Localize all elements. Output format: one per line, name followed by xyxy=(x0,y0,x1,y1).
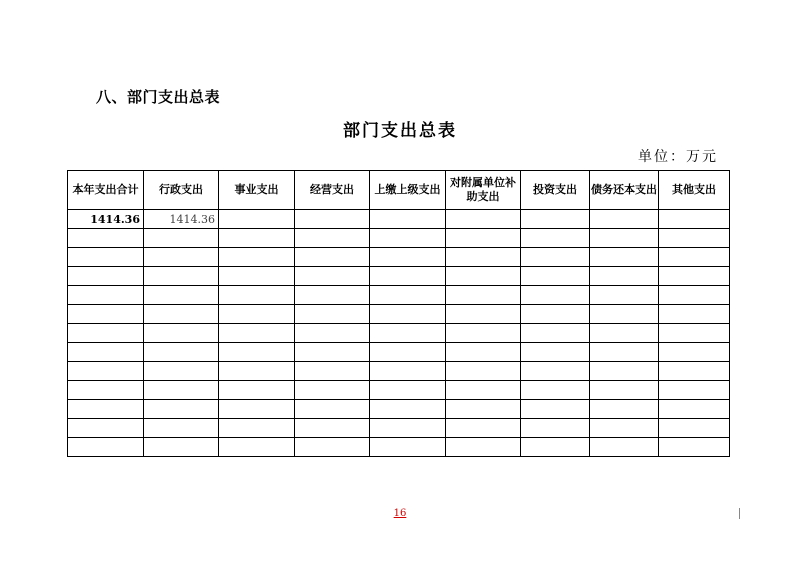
table-cell xyxy=(659,343,730,362)
table-cell xyxy=(295,267,370,286)
table-cell xyxy=(521,248,590,267)
table-cell xyxy=(659,267,730,286)
col-header-administrative: 行政支出 xyxy=(144,171,219,210)
table-cell xyxy=(446,267,521,286)
table-cell xyxy=(521,381,590,400)
table-cell xyxy=(521,324,590,343)
table-cell xyxy=(590,381,659,400)
table-cell xyxy=(659,438,730,457)
table-cell xyxy=(295,248,370,267)
col-header-other: 其他支出 xyxy=(659,171,730,210)
table-cell xyxy=(219,438,295,457)
table-cell xyxy=(295,419,370,438)
table-row xyxy=(68,267,730,286)
table-row xyxy=(68,229,730,248)
table-cell xyxy=(659,286,730,305)
table-header-row xyxy=(68,171,730,210)
table-cell xyxy=(68,305,144,324)
table-cell xyxy=(370,419,446,438)
table-cell xyxy=(370,438,446,457)
table-cell xyxy=(446,324,521,343)
table-row xyxy=(68,248,730,267)
table-cell xyxy=(219,267,295,286)
table-cell xyxy=(659,400,730,419)
table-cell: 1414.36 xyxy=(68,210,144,229)
table-cell xyxy=(68,362,144,381)
table-cell xyxy=(295,438,370,457)
table-cell xyxy=(521,419,590,438)
table-cell xyxy=(659,419,730,438)
table-cell xyxy=(590,362,659,381)
table-cell xyxy=(370,210,446,229)
table-cell xyxy=(68,324,144,343)
col-header-remittance-to-superior: 上缴上级支出 xyxy=(370,171,446,210)
table-cell xyxy=(295,210,370,229)
table-cell: 1414.36 xyxy=(144,210,219,229)
table-row xyxy=(68,324,730,343)
table-row xyxy=(68,305,730,324)
section-heading: 八、部门支出总表 xyxy=(96,88,221,106)
table-cell xyxy=(144,229,219,248)
page-number: 16 xyxy=(393,508,407,519)
table-cell xyxy=(370,229,446,248)
table-cell xyxy=(590,438,659,457)
table-cell xyxy=(295,229,370,248)
table-cell xyxy=(144,324,219,343)
expenditure-summary-table xyxy=(67,170,730,457)
table-cell xyxy=(521,286,590,305)
table-cell xyxy=(144,362,219,381)
table-cell xyxy=(68,286,144,305)
table-cell xyxy=(295,362,370,381)
table-cell xyxy=(68,248,144,267)
table-cell xyxy=(370,381,446,400)
table-cell xyxy=(590,324,659,343)
table-cell xyxy=(144,381,219,400)
table-cell xyxy=(295,343,370,362)
table-cell xyxy=(370,267,446,286)
table-cell xyxy=(68,381,144,400)
table-cell xyxy=(219,324,295,343)
table-cell xyxy=(219,210,295,229)
table-cell xyxy=(590,400,659,419)
table-cell xyxy=(68,343,144,362)
table-cell xyxy=(590,229,659,248)
table-body xyxy=(68,210,730,457)
table-cell xyxy=(659,381,730,400)
unit-label: 单位：万元 xyxy=(638,149,718,165)
table-cell xyxy=(446,229,521,248)
table-cell xyxy=(295,400,370,419)
col-header-total-expenditure: 本年支出合计 xyxy=(68,171,144,210)
table-cell xyxy=(446,400,521,419)
col-header-investment: 投资支出 xyxy=(521,171,590,210)
table-cell xyxy=(590,419,659,438)
table-row xyxy=(68,286,730,305)
table-cell xyxy=(521,343,590,362)
table-cell xyxy=(370,400,446,419)
table-cell xyxy=(446,210,521,229)
col-header-operating: 经营支出 xyxy=(295,171,370,210)
table-cell xyxy=(295,305,370,324)
margin-mark xyxy=(739,508,740,519)
table-row xyxy=(68,419,730,438)
table-cell xyxy=(521,305,590,324)
col-header-debt-repayment: 债务还本支出 xyxy=(590,171,659,210)
table-cell xyxy=(446,286,521,305)
table-cell xyxy=(219,343,295,362)
col-header-subsidy-to-affiliates: 对附属单位补助支出 xyxy=(446,171,521,210)
table-cell xyxy=(446,381,521,400)
table-cell xyxy=(446,343,521,362)
table-cell xyxy=(68,419,144,438)
table-title: 部门支出总表 xyxy=(343,121,457,141)
table-cell xyxy=(68,229,144,248)
table-cell xyxy=(446,248,521,267)
table-cell xyxy=(659,210,730,229)
table-row xyxy=(68,400,730,419)
table-cell xyxy=(144,400,219,419)
table-cell xyxy=(219,419,295,438)
table-row xyxy=(68,362,730,381)
table-row xyxy=(68,210,730,229)
table-cell xyxy=(521,400,590,419)
table-cell xyxy=(295,286,370,305)
table-cell xyxy=(521,267,590,286)
table-cell xyxy=(659,324,730,343)
table-cell xyxy=(144,305,219,324)
table-cell xyxy=(521,362,590,381)
col-header-public-service: 事业支出 xyxy=(219,171,295,210)
table-cell xyxy=(295,324,370,343)
table-cell xyxy=(521,438,590,457)
table-cell xyxy=(659,248,730,267)
table-row xyxy=(68,343,730,362)
table-cell xyxy=(659,229,730,248)
table-cell xyxy=(590,210,659,229)
table-cell xyxy=(590,286,659,305)
table-cell xyxy=(68,438,144,457)
table-row xyxy=(68,438,730,457)
table-cell xyxy=(521,210,590,229)
table-cell xyxy=(370,286,446,305)
table-cell xyxy=(144,286,219,305)
table-cell xyxy=(370,305,446,324)
table-cell xyxy=(446,438,521,457)
table-cell xyxy=(295,381,370,400)
table-cell xyxy=(659,305,730,324)
table-cell xyxy=(144,438,219,457)
table-cell xyxy=(521,229,590,248)
table-cell xyxy=(219,248,295,267)
table-cell xyxy=(219,229,295,248)
table-cell xyxy=(446,419,521,438)
table-cell xyxy=(144,343,219,362)
table-cell xyxy=(68,400,144,419)
table-cell xyxy=(370,248,446,267)
table-cell xyxy=(144,267,219,286)
table-cell xyxy=(659,362,730,381)
table-cell xyxy=(590,267,659,286)
table-cell xyxy=(219,381,295,400)
table-cell xyxy=(370,324,446,343)
table-cell xyxy=(590,343,659,362)
table-cell xyxy=(219,286,295,305)
table-cell xyxy=(590,305,659,324)
table-cell xyxy=(219,400,295,419)
table-cell xyxy=(370,362,446,381)
table-cell xyxy=(144,419,219,438)
table-cell xyxy=(590,248,659,267)
table-row xyxy=(68,381,730,400)
table-cell xyxy=(219,362,295,381)
table-cell xyxy=(219,305,295,324)
table-cell xyxy=(446,362,521,381)
table-cell xyxy=(370,343,446,362)
table-cell xyxy=(144,248,219,267)
table-cell xyxy=(68,267,144,286)
table-cell xyxy=(446,305,521,324)
